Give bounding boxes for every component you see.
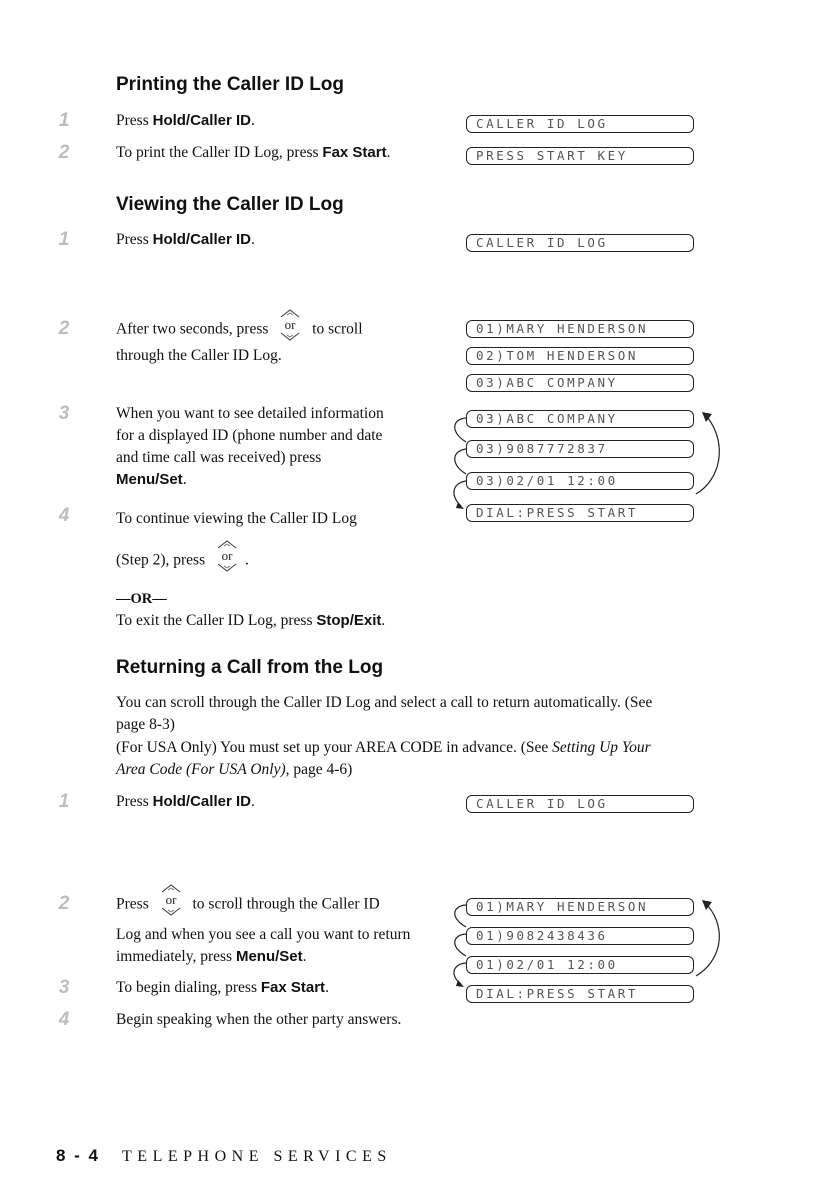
svg-text:or: or [284, 317, 296, 332]
left-cycle-arrows [440, 895, 470, 1005]
lcd-display: CALLER ID LOG [466, 795, 694, 813]
viewing-step3-line4: Menu/Set. [116, 471, 187, 488]
viewing-step2-text-line2: through the Caller ID Log. [116, 347, 282, 364]
lcd-display: CALLER ID LOG [466, 115, 694, 133]
lcd-display: 01)9082438436 [466, 927, 694, 945]
return-cycle-arrow [694, 898, 734, 982]
returning-para2-line1: (For USA Only) You must set up your AREA CODE in advance. (See Setting Up Your [116, 739, 651, 756]
lcd-display: 03)9087772837 [466, 440, 694, 458]
returning-step3-text: To begin dialing, press Fax Start. [116, 979, 329, 996]
step-number: 4 [58, 1009, 70, 1030]
printing-step2-text: To print the Caller ID Log, press Fax Start. [116, 144, 391, 161]
step-number: 4 [58, 505, 70, 526]
returning-para1-line1: You can scroll through the Caller ID Log and select a call to return automatically. (See [116, 694, 653, 711]
viewing-step2-text: After two seconds, press or to scroll [116, 318, 363, 342]
svg-text:or: or [221, 548, 233, 563]
printing-section-title: Printing the Caller ID Log [116, 74, 345, 95]
fax-start-key: Fax Start [322, 144, 387, 161]
left-cycle-arrows [440, 405, 470, 525]
returning-step2-line3: immediately, press Menu/Set. [116, 948, 307, 965]
viewing-step3-line2: for a displayed ID (phone number and date [116, 427, 383, 444]
viewing-section-title: Viewing the Caller ID Log [116, 194, 344, 215]
hold-caller-id-key: Hold/Caller ID [152, 231, 251, 248]
page-footer [56, 1146, 392, 1166]
viewing-exit-text: To exit the Caller ID Log, press Stop/Exit. [116, 612, 386, 629]
step-number: 1 [58, 110, 70, 131]
lcd-display: 03)ABC COMPANY [466, 374, 694, 392]
return-cycle-arrow [694, 410, 734, 500]
fax-start-key: Fax Start [260, 979, 326, 996]
step-number: 1 [58, 791, 70, 812]
viewing-step1-text: Press Hold/Caller ID. [116, 231, 255, 248]
returning-step4-text: Begin speaking when the other party answers. [116, 1011, 402, 1028]
lcd-display: 03)02/01 12:00 [466, 472, 694, 490]
lcd-display: CALLER ID LOG [466, 234, 694, 252]
returning-step2-line2: Log and when you see a call you want to return [116, 926, 411, 943]
hold-caller-id-key: Hold/Caller ID [152, 112, 251, 129]
step-number: 2 [58, 318, 70, 339]
viewing-step3-line3: and time call was received) press [116, 449, 322, 466]
returning-step1-text: Press Hold/Caller ID. [116, 793, 255, 810]
lcd-display: 01)MARY HENDERSON [466, 898, 694, 916]
or-separator: —OR— [116, 591, 167, 607]
lcd-display: PRESS START KEY [466, 147, 694, 165]
step-number: 2 [58, 893, 70, 914]
returning-section-title: Returning a Call from the Log [116, 657, 384, 678]
lcd-display: 02)TOM HENDERSON [466, 347, 694, 365]
returning-para1-line2: page 8-3) [116, 716, 175, 733]
viewing-step4-line2: (Step 2), press or . [116, 549, 249, 573]
step-number: 3 [58, 403, 70, 424]
step-number: 1 [58, 229, 70, 250]
lcd-display: DIAL:PRESS START [466, 504, 694, 522]
scroll-arrows-icon [157, 883, 185, 917]
menu-set-key: Menu/Set [116, 471, 183, 488]
step-number: 3 [58, 977, 70, 998]
returning-step2-line1: Press or to scroll through the Caller ID [116, 893, 380, 917]
svg-text:or: or [165, 892, 177, 907]
viewing-step3-line1: When you want to see detailed information [116, 405, 384, 422]
lcd-display: 03)ABC COMPANY [466, 410, 694, 428]
lcd-display: DIAL:PRESS START [466, 985, 694, 1003]
printing-step1-text: Press Hold/Caller ID. [116, 112, 255, 129]
scroll-arrows-icon [213, 539, 241, 573]
menu-set-key: Menu/Set [235, 948, 303, 965]
step-number: 2 [58, 142, 70, 163]
page-number: 8 - 4 [56, 1146, 101, 1165]
viewing-step4-line1: To continue viewing the Caller ID Log [116, 510, 357, 527]
scroll-arrows-icon [276, 308, 304, 342]
hold-caller-id-key: Hold/Caller ID [152, 793, 251, 810]
stop-exit-key: Stop/Exit [316, 612, 382, 629]
lcd-display: 01)MARY HENDERSON [466, 320, 694, 338]
returning-para2-line2: Area Code (For USA Only), page 4-6) [116, 761, 353, 778]
lcd-display: 01)02/01 12:00 [466, 956, 694, 974]
chapter-title: TELEPHONE SERVICES [122, 1148, 392, 1165]
